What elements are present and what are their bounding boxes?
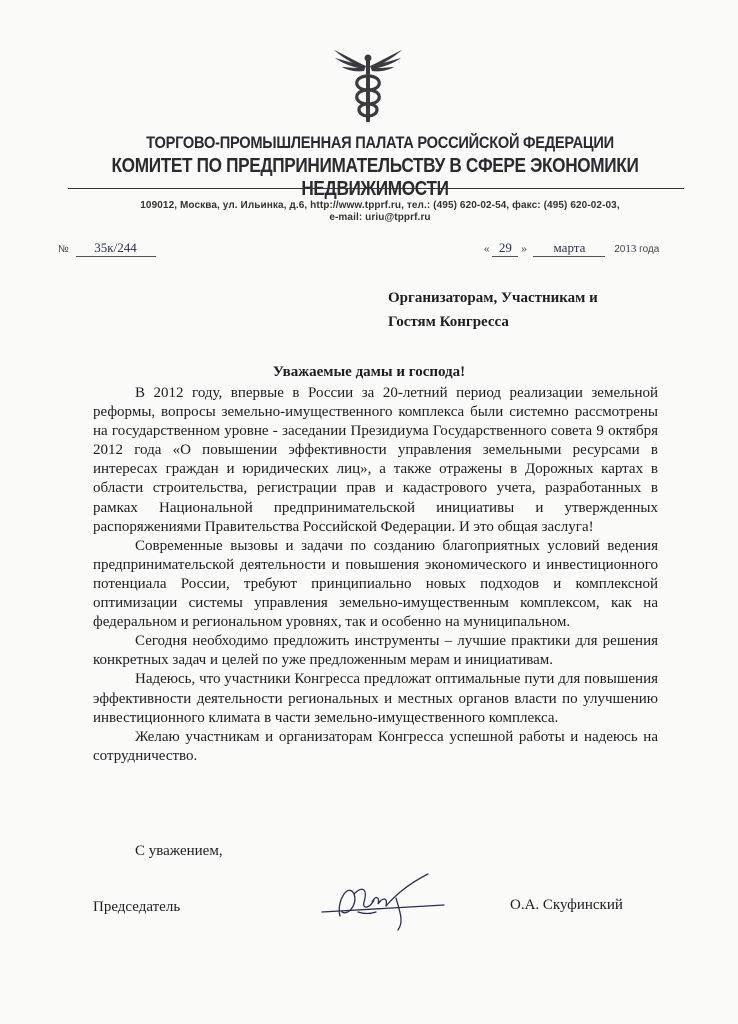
- handwritten-signature-icon: [318, 872, 448, 932]
- caduceus-wings-icon: [331, 46, 405, 124]
- body-paragraph: Современные вызовы и задачи по созданию благоприятных условий ведения предпринимательской деятельности и повышения экономического и инвестиционного потенциала России, требуют принципиально новых подходов и комплексной оптимизации системы управления земельно-имущественным комплексом, как на федеральном и региональном уровнях, так и особенно на муниципальном.: [93, 537, 658, 631]
- salutation: Уважаемые дамы и господа!: [272, 364, 466, 380]
- quote-close: »: [521, 244, 527, 255]
- org-name: ТОРГОВО-ПРОМЫШЛЕННАЯ ПАЛАТА РОССИЙСКОЙ ФЕДЕРАЦИИ: [146, 133, 614, 152]
- outgoing-number: [58, 240, 156, 260]
- date-year-prefix: 20: [614, 244, 626, 255]
- number-label: №: [58, 244, 69, 255]
- body-paragraph: Надеюсь, что участники Конгресса предложат оптимальные пути для повышения эффективности деятельности региональных и местных органов власти по улучшению инвестиционного климата в части земельно-имущественного комплекса.: [93, 671, 658, 726]
- committee-name: КОМИТЕТ ПО ПРЕДПРИНИМАТЕЛЬСТВУ В СФЕРЕ ЭКОНОМИКИ НЕДВИЖИМОСТИ: [111, 155, 639, 200]
- date-day: 29: [492, 240, 518, 257]
- quote-open: «: [484, 244, 490, 255]
- letter-date: [484, 240, 659, 260]
- email-line: e-mail: uriu@tpprf.ru: [329, 212, 431, 223]
- recipient-line: Гостям Конгресса: [388, 314, 509, 330]
- recipient-block: [388, 286, 598, 334]
- body-paragraph: В 2012 году, впервые в России за 20-летний период реализации земельной реформы, вопросы земельно-имущественного комплекса были системно рассмотрены на государственном уровне - заседании Президиума Государственного совета 9 октября 2012 года «О повышении эффективности управления земельными ресурсами в интересах граждан и юридических лиц», а также отражены в Дорожных картах в области строительства, регистрации прав и кадастрового учета, разработанных в рамках Национальной предпринимательской инициативы и утвержденных распоряжениями Правительства Российской Федерации. И это общая заслуга!: [93, 385, 658, 535]
- recipient-line: Организаторам, Участникам и: [388, 290, 598, 306]
- date-year-label: года: [639, 244, 660, 255]
- body-paragraph: Желаю участникам и организаторам Конгресса успешной работы и надеюсь на сотрудничество.: [93, 728, 658, 764]
- number-value: 35к/244: [76, 240, 156, 257]
- signatory-name: О.А. Скуфинский: [510, 897, 623, 913]
- body-paragraph: Сегодня необходимо предложить инструменты – лучшие практики для решения конкретных задач и целей по уже предложенным мерам и инициативам.: [93, 633, 658, 669]
- letter-body: [93, 384, 658, 766]
- date-month: марта: [533, 240, 605, 257]
- header-divider: [68, 188, 684, 189]
- closing: С уважением,: [135, 843, 223, 859]
- date-year-suffix: 13: [625, 243, 637, 255]
- address-line: 109012, Москва, ул. Ильинка, д.6, http://www.tpprf.ru, тел.: (495) 620-02-54, факс: (495) 620-02-03,: [140, 200, 620, 211]
- signatory-title: Председатель: [93, 899, 181, 915]
